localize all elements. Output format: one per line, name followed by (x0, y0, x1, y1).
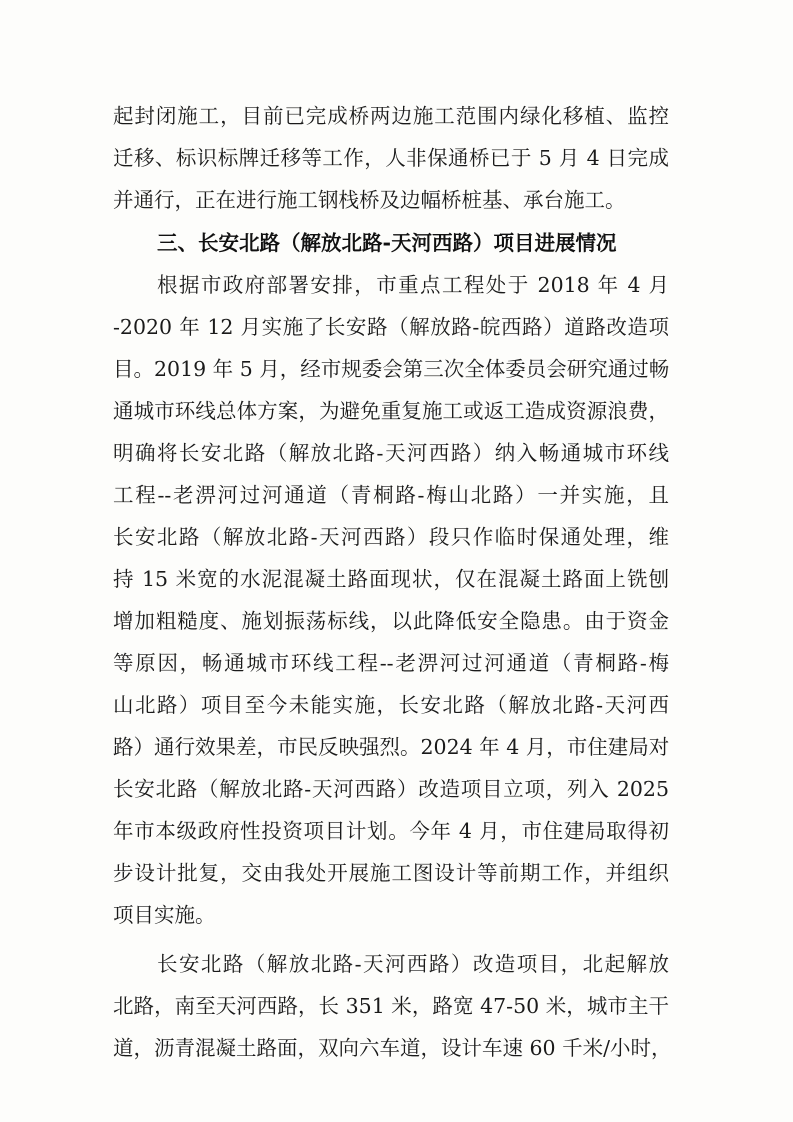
text-line: 迁移、标识标牌迁移等工作，人非保通桥已于 5 月 4 日完成 (113, 146, 669, 170)
text-line: 山北路）项目至今未能实施，长安北路（解放北路-天河西 (113, 693, 669, 717)
text-line: 根据市政府部署安排，市重点工程处于 2018 年 4 月 (157, 273, 669, 297)
text-line: 并通行，正在进行施工钢栈桥及边幅桥桩基、承台施工。 (113, 188, 626, 212)
text-line: 明确将长安北路（解放北路-天河西路）纳入畅通城市环线 (113, 441, 669, 465)
text-line: 等原因，畅通城市环线工程--老淠河过河通道（青桐路-梅 (113, 651, 669, 675)
text-line: 年市本级政府性投资项目计划。今年 4 月，市住建局取得初 (113, 819, 669, 843)
text-line: 长安北路（解放北路-天河西路）改造项目立项，列入 2025 (113, 777, 669, 801)
section-heading: 三、长安北路（解放北路-天河西路）项目进展情况 (157, 231, 617, 255)
text-line: 增加粗糙度、施划振荡标线，以此降低安全隐患。由于资金 (113, 609, 669, 633)
text-line: -2020 年 12 月实施了长安路（解放路-皖西路）道路改造项 (113, 315, 669, 339)
text-line: 目。2019 年 5 月，经市规委会第三次全体委员会研究通过畅 (113, 357, 670, 381)
text-line: 道，沥青混凝土路面，双向六车道，设计车速 60 千米/小时， (113, 1036, 672, 1060)
text-line: 通城市环线总体方案，为避免重复施工或返工造成资源浪费， (113, 399, 669, 423)
text-line: 长安北路（解放北路-天河西路）改造项目，北起解放 (157, 952, 669, 976)
text-line: 起封闭施工，目前已完成桥两边施工范围内绿化移植、监控 (113, 104, 669, 128)
text-line: 步设计批复，交由我处开展施工图设计等前期工作，并组织 (113, 861, 669, 885)
text-line: 路）通行效果差，市民反映强烈。2024 年 4 月，市住建局对 (113, 735, 670, 759)
text-line: 工程--老淠河过河通道（青桐路-梅山北路）一并实施，且 (113, 483, 669, 507)
text-line: 北路，南至天河西路，长 351 米，路宽 47-50 米，城市主干 (113, 994, 669, 1018)
text-line: 项目实施。 (113, 903, 216, 927)
text-line: 长安北路（解放北路-天河西路）段只作临时保通处理，维 (113, 525, 669, 549)
text-line: 持 15 米宽的水泥混凝土路面现状，仅在混凝土路面上铣刨 (113, 567, 669, 591)
